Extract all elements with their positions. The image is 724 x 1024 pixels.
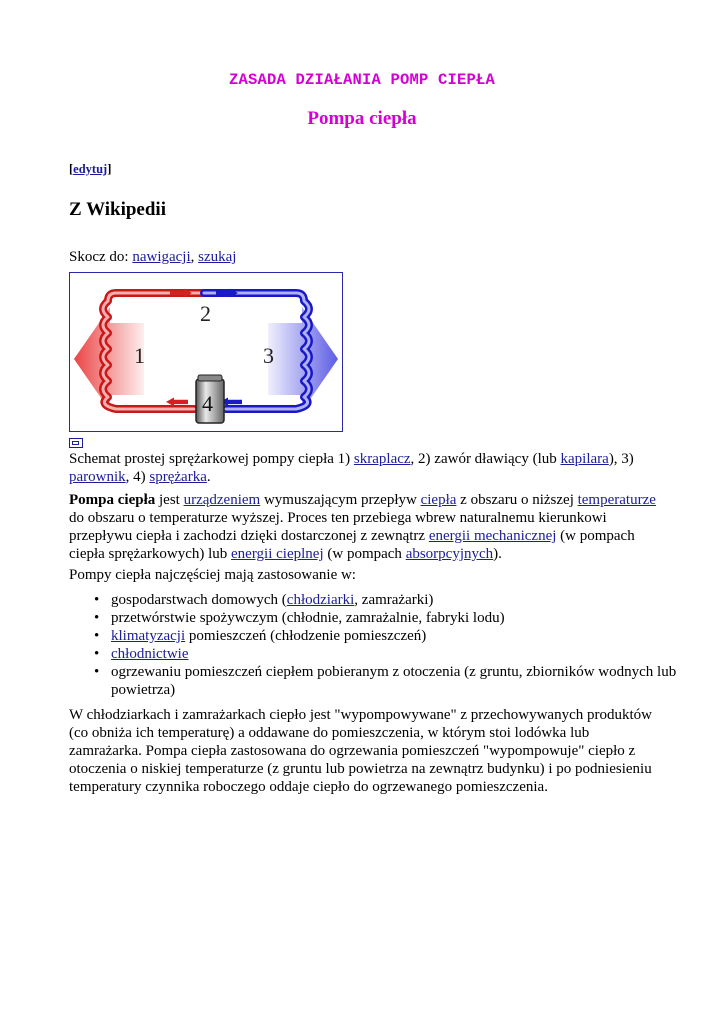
link-energii-cieplnej[interactable]: energii cieplnej [231,546,324,562]
list-item [111,645,701,663]
label-4: 4 [202,391,213,416]
applications-list [69,591,701,699]
enlarge-icon[interactable] [69,438,83,448]
definition-paragraph [69,491,659,563]
link-ciepla[interactable]: ciepła [420,492,457,508]
link-urzadzeniem[interactable]: urządzeniem [183,492,261,508]
item1-text-1: gospodarstwach domowych ( [111,592,287,608]
list-item: • przetwórstwie spożywczym (chłodnie, zamrażalnie, fabryki lodu) [111,609,701,627]
def-text-2: wymuszającym przepływ [260,492,421,508]
enlarge-icon-inner [72,441,79,445]
sub-title: Pompa ciepła [307,108,417,129]
edit-section [69,162,111,177]
final-paragraph: W chłodziarkach i zamrażarkach ciepło jest "wypompowywane" z przechowywanych produktów (co obniża ich temperaturę) a oddawane do pomieszczenia, w którym stoi lodówka lub zamrażarka. Pompa ciepła zastosowana do ogrzewania pomieszczeń "wypompowuje" ciepło z otoczenia o niskiej temperaturze (z gruntu lub powietrza na zewnątrz budynku) i po podniesieniu temperatury czynnika roboczego oddaje ciepło do ogrzewanego pomieszczenia. [69,707,652,795]
def-text-1: jest [155,492,184,508]
flow-arrow-bottom-red [166,398,188,407]
caption-text-2: , 2) zawór dławiący (lub [410,451,561,467]
edit-bracket-close: ] [107,162,112,176]
link-chlodnictwie[interactable]: chłodnictwie [111,646,189,662]
jump-prefix: Skocz do: [69,249,133,265]
def-text-7: ). [493,546,502,562]
jump-search-link[interactable]: szukaj [198,249,237,265]
edit-bracket-open: [ [69,162,74,176]
link-chlodziarki[interactable]: chłodziarki [286,592,355,608]
jump-separator: , [190,249,199,265]
item3-text: pomieszczeń (chłodzenie pomieszczeń) [185,628,427,644]
list-item [111,627,701,645]
figure-caption [69,450,659,486]
label-3: 3 [263,343,274,368]
definition-term: Pompa ciepła [69,492,156,508]
def-text-5: (w pompach ciepła sprężarkowych) lub [69,528,635,562]
link-klimatyzacji[interactable]: klimatyzacji [111,628,186,644]
label-1: 1 [134,343,145,368]
jump-navigation-link[interactable]: nawigacji [132,249,191,265]
edit-link[interactable]: edytuj [73,162,108,176]
applications-intro: Pompy ciepła najczęściej mają zastosowanie w: [69,567,356,583]
jump-to [69,249,236,266]
caption-text-1: Schemat prostej sprężarkowej pompy ciepła 1) [69,451,354,467]
main-title: ZASADA DZIAŁANIA POMP CIEPŁA [228,71,496,89]
compressor-top [198,375,222,381]
link-absorpcyjnych[interactable]: absorpcyjnych [405,546,494,562]
def-text-3: z obszaru o niższej [456,492,578,508]
def-text-6: (w pompach [323,546,406,562]
label-2: 2 [200,301,211,326]
link-temperaturze[interactable]: temperaturze [577,492,656,508]
link-sprezarka[interactable]: sprężarka [149,469,207,485]
list-item [111,591,701,609]
heat-pump-diagram-svg [70,273,342,431]
def-text-4: do obszaru o temperaturze wyższej. Proces ten przebiega wbrew naturalnemu kierunkowi przepływu ciepła i zachodzi dzięki dostarczonej z zewnątrz [69,510,607,544]
link-parownik[interactable]: parownik [69,469,126,485]
heat-pump-diagram[interactable] [69,272,343,432]
item1-text-2: , zamrażarki) [354,592,434,608]
caption-text-5: . [206,469,211,485]
link-skraplacz[interactable]: skraplacz [353,451,411,467]
link-energii-mechanicznej[interactable]: energii mechanicznej [428,528,557,544]
list-item: • ogrzewaniu pomieszczeń ciepłem pobieranym z otoczenia (z gruntu, zbiorników wodnych lub powietrza) [111,663,701,699]
caption-text-3: ), 3) [608,451,634,467]
wiki-heading: Z Wikipedii [69,199,166,220]
link-kapilara[interactable]: kapilara [560,451,609,467]
caption-text-4: , 4) [125,469,150,485]
